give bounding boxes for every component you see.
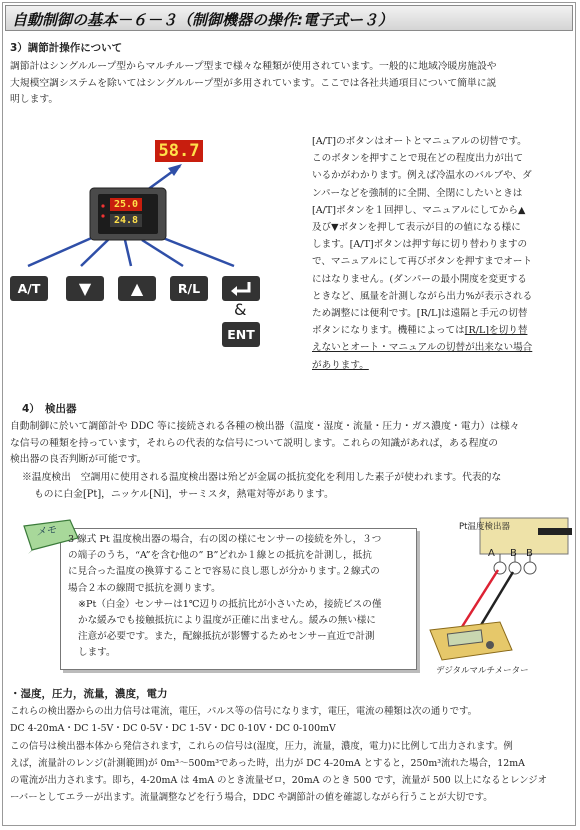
big-display: 58.7 <box>155 140 203 162</box>
note-line: ※温度検出 空調用に使用される温度検出器は殆どが金属の抵抗変化を利用した素子が使われます。代表的な <box>22 472 502 483</box>
ent-button[interactable]: ENT <box>222 322 260 347</box>
enter-arrow-button[interactable] <box>222 276 260 301</box>
at-description <box>312 133 574 374</box>
memo-text <box>68 532 413 662</box>
desc-line: 及び▼ボタンを押して表示が目的の値になる様に <box>312 222 521 234</box>
desc-line: いるかがわかります。例えば冷温水のバルブや、ダ <box>312 170 532 182</box>
page-title: 自動制御の基本－６－３（制御機器の操作:電子式ー３） <box>12 11 394 29</box>
detector-probe <box>538 528 572 535</box>
signals-line: ーバーとしてエラーが出ます。流量調整などを行う場合，DDC や調節計の値を確認しながら行うことが大切です。 <box>10 792 493 804</box>
desc-line: で、マニュアルにして再びボタンを押すまでオート <box>312 256 533 268</box>
section4-heading: 4） 検出器 <box>22 403 77 415</box>
signals-line: えば，流量計のレンジ(計測範囲)が 0m³～500m³であった時，出力が DC 4-20mA とすると，250m³流れた場合，12mA <box>10 757 525 769</box>
memo-line: します。 <box>78 647 116 659</box>
note-line: ものに白金[Pt]，ニッケル[Ni]，サーミスタ，熱電対等があります。 <box>34 488 334 500</box>
desc-line: [A/T]ボタンを１回押し、マニュアルにしてから▲ <box>312 204 526 216</box>
body-line: 自動制御に於いて調節計や DDC 等に接続される各種の検出器（温度・湿度・流量・圧力・ガス濃度・電力）は様々 <box>10 421 520 432</box>
up-button[interactable]: ▲ <box>118 276 156 301</box>
terminal-b1-label: B <box>510 548 517 559</box>
sv-display: 24.8 <box>110 214 142 227</box>
memo-line: ※Pt（白金）センサーは1℃辺りの抵抗比が小さいため，接続ビスの僅 <box>78 598 382 610</box>
terminal-a-label: A <box>488 548 495 559</box>
memo-line: 注意が必要です。また，配線抵抗が影響するためセンサー直近で計測 <box>78 631 375 643</box>
ampersand: & <box>234 300 247 319</box>
section3-intro <box>10 59 572 109</box>
desc-line <box>312 322 574 339</box>
signals-line: の電流が出力されます。即ち，4-20mA は 4mA のとき流量ゼロ，20mA のとき 500 です，流量が 500 以上になるとレンジオ <box>10 775 547 787</box>
signals-line: これらの検出器からの出力信号は電流，電圧，パルス等の信号になります，電圧，電流の種類は次の通りです。 <box>10 706 477 717</box>
desc-line: ときなど、風量を計測しながら出力%が表示される <box>312 290 533 302</box>
desc-line-underlined: [R/L]を切り替 <box>464 325 528 337</box>
signals-body <box>10 703 576 807</box>
memo-line: 3 線式 Pt 温度検出器の場合，右の図の様にセンサーの接続を外し，３つ <box>68 534 382 545</box>
enter-arrow-icon <box>222 276 260 301</box>
memo-tag-label: メモ <box>35 524 57 539</box>
multimeter-label: デジタルマルチメーター <box>436 666 529 676</box>
probe-lead-red <box>460 570 498 630</box>
desc-line-head: ボタンになります。機種によっては <box>312 325 465 337</box>
body-line: 検出器の良否判断が可能です。 <box>10 454 147 465</box>
signals-line: この信号は検出器本体から発信されます，これらの信号は(湿度，圧力，流量，濃度，電力)に比例して出力されます。例 <box>10 740 513 752</box>
section4-note <box>22 470 576 503</box>
desc-line: ンパーなどを強制的に全開、全閉にしたいときは <box>312 187 523 199</box>
desc-line-underlined: えないとオート・マニュアルの切替が出来ない場合 <box>312 342 533 354</box>
pt-detector-diagram <box>420 510 576 680</box>
desc-line: [A/T]のボタンはオートとマニュアルの切替です。 <box>312 136 527 147</box>
section4-body <box>10 419 576 469</box>
terminal-b2-label: B <box>526 548 533 559</box>
pv-display: 25.0 <box>110 198 142 211</box>
detector-label: Pt温度検出器 <box>459 522 510 532</box>
signals-heading: ・湿度，圧力，流量，濃度，電力 <box>10 688 168 700</box>
section3-heading: 3）調節計操作について <box>10 42 123 54</box>
desc-line: ため調整には便利です。[R/L]は遠隔と手元の切替 <box>312 308 528 320</box>
desc-line-underlined: があります。 <box>312 359 369 371</box>
intro-line: 明します。 <box>10 94 59 105</box>
intro-line: 調節計はシングルループ型からマルチループ型まで様々な種類が使用されています。一般的に地域冷暖房施設や <box>10 61 497 72</box>
desc-line: このボタンを押すことで現在どの程度出力が出て <box>312 153 524 165</box>
title-bar <box>5 5 573 31</box>
memo-line: に見合った温度の換算することで容易に良し悪しが分かります｡２線式の <box>68 566 380 578</box>
down-button[interactable]: ▼ <box>66 276 104 301</box>
intro-line: 大規模空調システムを除いてはシングルループ型が多用されています。ここでは各社共通項目について簡単に説 <box>10 77 497 89</box>
rl-button[interactable]: R/L <box>170 276 208 301</box>
desc-line: します。[A/T]ボタンは押す毎に切り替わりますの <box>312 239 528 251</box>
memo-line: かな緩みでも接触抵抗により温度が正確に出ません。緩みの無い様に <box>78 615 376 627</box>
desc-line: にはなりません。(ダンパーの最小開度を変更する <box>312 273 527 285</box>
at-button[interactable]: A/T <box>10 276 48 301</box>
signals-line: DC 4-20mA・DC 1-5V・DC 0-5V・DC 1-5V・DC 0-10V・DC 0-100mV <box>10 723 336 735</box>
body-line: な信号の種類を持っています，それらの代表的な信号について説明します。これらの知識があれば，ある程度の <box>10 437 499 449</box>
memo-line: の端子のうち，“A”を含む他の” B”どれか１線との抵抗を計測し，抵抗 <box>68 550 372 562</box>
memo-line: 場合２本の線間で抵抗を測ります。 <box>68 582 221 594</box>
